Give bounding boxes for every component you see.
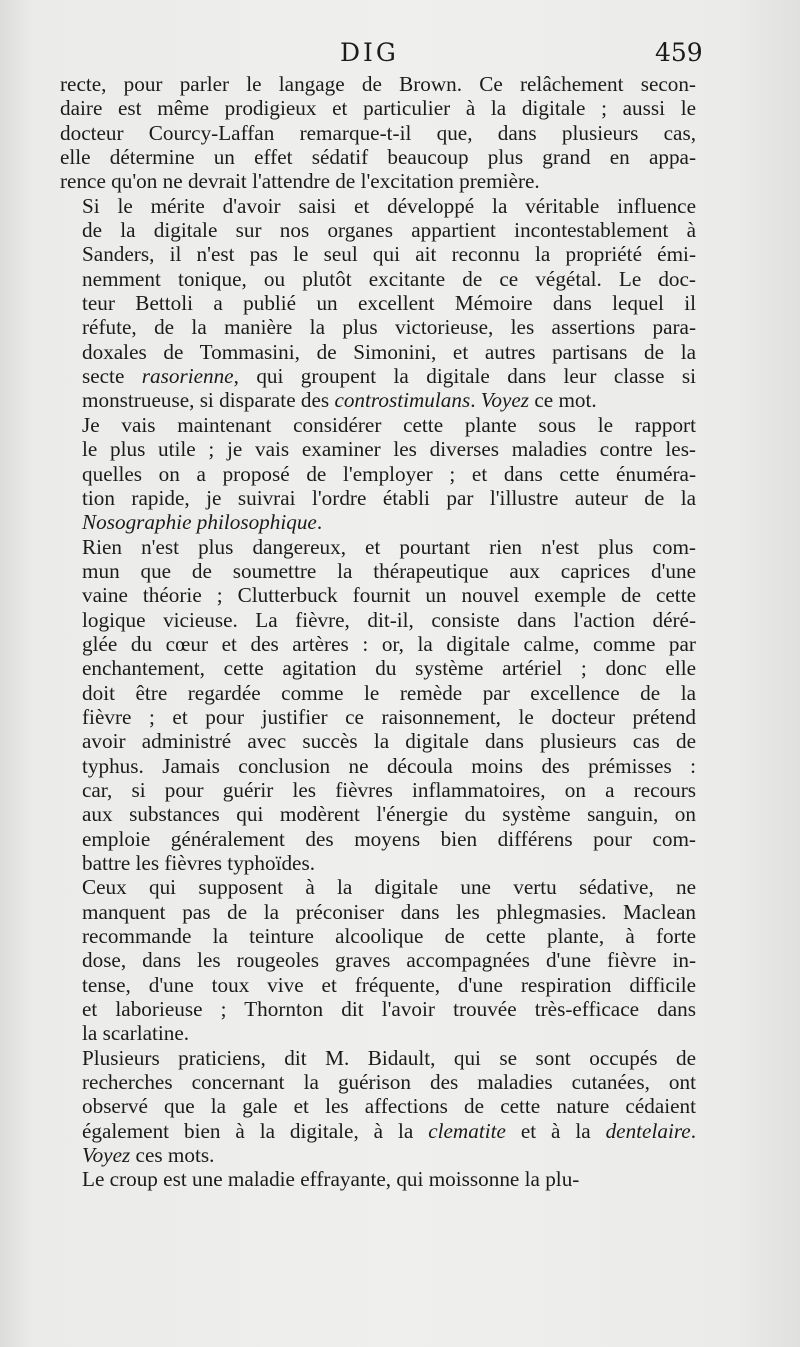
text-line: [60, 242, 696, 266]
text-segment: typhus. Jamais conclusion ne découla moins des prémisses :: [82, 753, 696, 778]
text-segment: elle détermine un effet sédatif beaucoup plus grand en appa-: [60, 145, 696, 170]
italic-text: Nosographie philosophique: [82, 510, 317, 535]
text-segment: aux substances qui modèrent l'énergie du système sanguin, on: [82, 802, 696, 827]
text-segment: nemment tonique, ou plutôt excitante de ce végétal. Le doc-: [82, 266, 696, 291]
text-segment: logique vicieuse. La fièvre, dit-il, consiste dans l'action déré-: [82, 607, 696, 632]
text-line: [60, 340, 696, 364]
text-segment: recherches concernant la guérison des maladies cutanées, ont: [82, 1070, 696, 1095]
italic-text: Voyez: [82, 1143, 131, 1168]
page-number: 459: [655, 38, 703, 67]
text-segment: secte: [82, 364, 142, 389]
italic-text: controstimulans: [334, 388, 471, 413]
text-line: [60, 437, 696, 461]
text-segment: car, si pour guérir les fièvres inflammatoires, on a recours: [82, 777, 696, 802]
text-segment: la scarlatine.: [82, 1021, 190, 1046]
italic-text: clematite: [428, 1118, 506, 1143]
text-segment: avoir administré avec succès la digitale dans plusieurs cas de: [82, 729, 696, 754]
paragraph: [60, 194, 696, 413]
text-line: [60, 145, 696, 169]
text-line: [60, 1070, 696, 1094]
text-line: [60, 632, 696, 656]
text-segment: observé que la gale et les affections de cette nature cédaient: [82, 1094, 696, 1119]
text-line: [60, 1094, 696, 1118]
text-segment: monstrueuse, si disparate des: [82, 388, 335, 413]
text-line: [60, 510, 696, 534]
text-segment: Ceux qui supposent à la digitale une vertu sédative, ne: [82, 875, 696, 900]
text-line: [60, 1046, 696, 1070]
text-line: [60, 267, 696, 291]
text-segment: quelles on a proposé de l'employer ; et dans cette énuméra-: [82, 461, 696, 486]
text-line: [60, 315, 696, 339]
text-segment: Je vais maintenant considérer cette plante sous le rapport: [82, 412, 696, 437]
text-line: [60, 462, 696, 486]
text-segment: glée du cœur et des artères : or, la digitale calme, comme par: [82, 631, 696, 656]
text-line: [60, 169, 696, 193]
text-segment: teur Bettoli a publié un excellent Mémoire dans lequel il: [82, 291, 696, 316]
text-line: [60, 486, 696, 510]
text-line: [60, 364, 696, 388]
text-line: [60, 1119, 696, 1143]
text-segment: emploie généralement des moyens bien différens pour com-: [82, 826, 696, 851]
text-line: [60, 1167, 696, 1191]
text-line: [60, 827, 696, 851]
text-segment: daire est même prodigieux et particulier à la digitale ; aussi le: [60, 96, 696, 121]
text-segment: recommande la teinture alcoolique de cette plante, à forte: [82, 924, 696, 949]
text-segment: .: [690, 1118, 696, 1143]
paragraph: [60, 1046, 696, 1168]
text-line: [60, 924, 696, 948]
text-segment: doit être regardée comme le remède par excellence de la: [82, 680, 696, 705]
running-head: DIG: [340, 38, 399, 67]
text-line: [60, 754, 696, 778]
text-segment: .: [316, 510, 323, 535]
text-segment: tion rapide, je suivrai l'ordre établi par l'illustre auteur de la: [82, 485, 696, 510]
text-segment: docteur Courcy-Laffan remarque-t-il que, dans plusieurs cas,: [60, 120, 696, 145]
paragraph: [60, 413, 696, 535]
text-line: [60, 413, 696, 437]
text-segment: et laborieuse ; Thornton dit l'avoir trouvée très-efficace dans: [82, 997, 696, 1022]
text-segment: recte, pour parler le langage de Brown. Ce relâchement secon-: [60, 72, 696, 96]
text-segment: doxales de Tommasini, de Simonini, et autres partisans de la: [82, 339, 696, 364]
italic-text: Voyez: [480, 388, 530, 413]
text-segment: enchantement, cette agitation du système artériel ; donc elle: [82, 656, 696, 681]
text-line: [60, 608, 696, 632]
text-segment: ces mots.: [130, 1143, 215, 1168]
text-line: [60, 388, 696, 412]
text-line: [60, 535, 696, 559]
text-line: [60, 583, 696, 607]
text-segment: Rien n'est plus dangereux, et pourtant rien n'est plus com-: [82, 534, 696, 559]
text-segment: de la digitale sur nos organes appartient incontestablement à: [82, 218, 696, 243]
text-line: [60, 875, 696, 899]
text-line: [60, 121, 696, 145]
text-segment: manquent pas de la préconiser dans les phlegmasies. Maclean: [82, 899, 696, 924]
text-line: [60, 997, 696, 1021]
page-header: [0, 38, 800, 72]
text-line: [60, 851, 696, 875]
text-line: [60, 778, 696, 802]
text-segment: ce mot.: [529, 388, 597, 413]
text-line: [60, 96, 696, 120]
text-segment: réfute, de la manière la plus victorieuse, les assertions para-: [82, 315, 696, 340]
text-segment: .: [470, 388, 481, 413]
paragraph: [60, 875, 696, 1045]
text-segment: dose, dans les rougeoles graves accompagnées d'une fièvre in-: [82, 948, 696, 973]
text-segment: , qui groupent la digitale dans leur classe si: [233, 364, 696, 389]
text-line: [60, 656, 696, 680]
text-line: [60, 705, 696, 729]
text-line: [60, 218, 696, 242]
paragraph: [60, 535, 696, 876]
paragraph: [60, 72, 696, 194]
text-line: [60, 72, 696, 96]
text-line: [60, 1143, 696, 1167]
text-line: [60, 559, 696, 583]
text-segment: le plus utile ; je vais examiner les diverses maladies contre les-: [82, 437, 696, 462]
text-segment: également bien à la digitale, à la: [82, 1118, 429, 1143]
text-line: [60, 1021, 696, 1045]
text-segment: Si le mérite d'avoir saisi et développé la véritable influence: [82, 193, 696, 218]
paragraph: [60, 1167, 696, 1191]
text-line: [60, 802, 696, 826]
text-segment: Sanders, il n'est pas le seul qui ait reconnu la propriété émi-: [82, 242, 696, 267]
text-line: [60, 291, 696, 315]
text-segment: mun que de soumettre la thérapeutique aux caprices d'une: [82, 558, 696, 583]
text-segment: battre les fièvres typhoïdes.: [82, 851, 315, 875]
italic-text: dentelaire: [605, 1118, 691, 1143]
text-line: [60, 194, 696, 218]
text-segment: Le croup est une maladie effrayante, qui moissonne la plu-: [82, 1167, 580, 1192]
text-segment: rence qu'on ne devrait l'attendre de l'excitation première.: [60, 169, 540, 194]
text-line: [60, 681, 696, 705]
text-segment: fièvre ; et pour justifier ce raisonnement, le docteur prétend: [82, 704, 696, 729]
italic-text: rasorienne: [141, 364, 234, 389]
text-line: [60, 948, 696, 972]
text-line: [60, 973, 696, 997]
text-segment: Plusieurs praticiens, dit M. Bidault, qui se sont occupés de: [82, 1045, 696, 1070]
text-line: [60, 729, 696, 753]
text-segment: et à la: [505, 1118, 606, 1143]
text-line: [60, 900, 696, 924]
body-text: [60, 72, 696, 1192]
text-segment: vaine théorie ; Clutterbuck fournit un nouvel exemple de cette: [82, 583, 696, 608]
text-segment: tense, d'une toux vive et fréquente, d'une respiration difficile: [82, 972, 696, 997]
